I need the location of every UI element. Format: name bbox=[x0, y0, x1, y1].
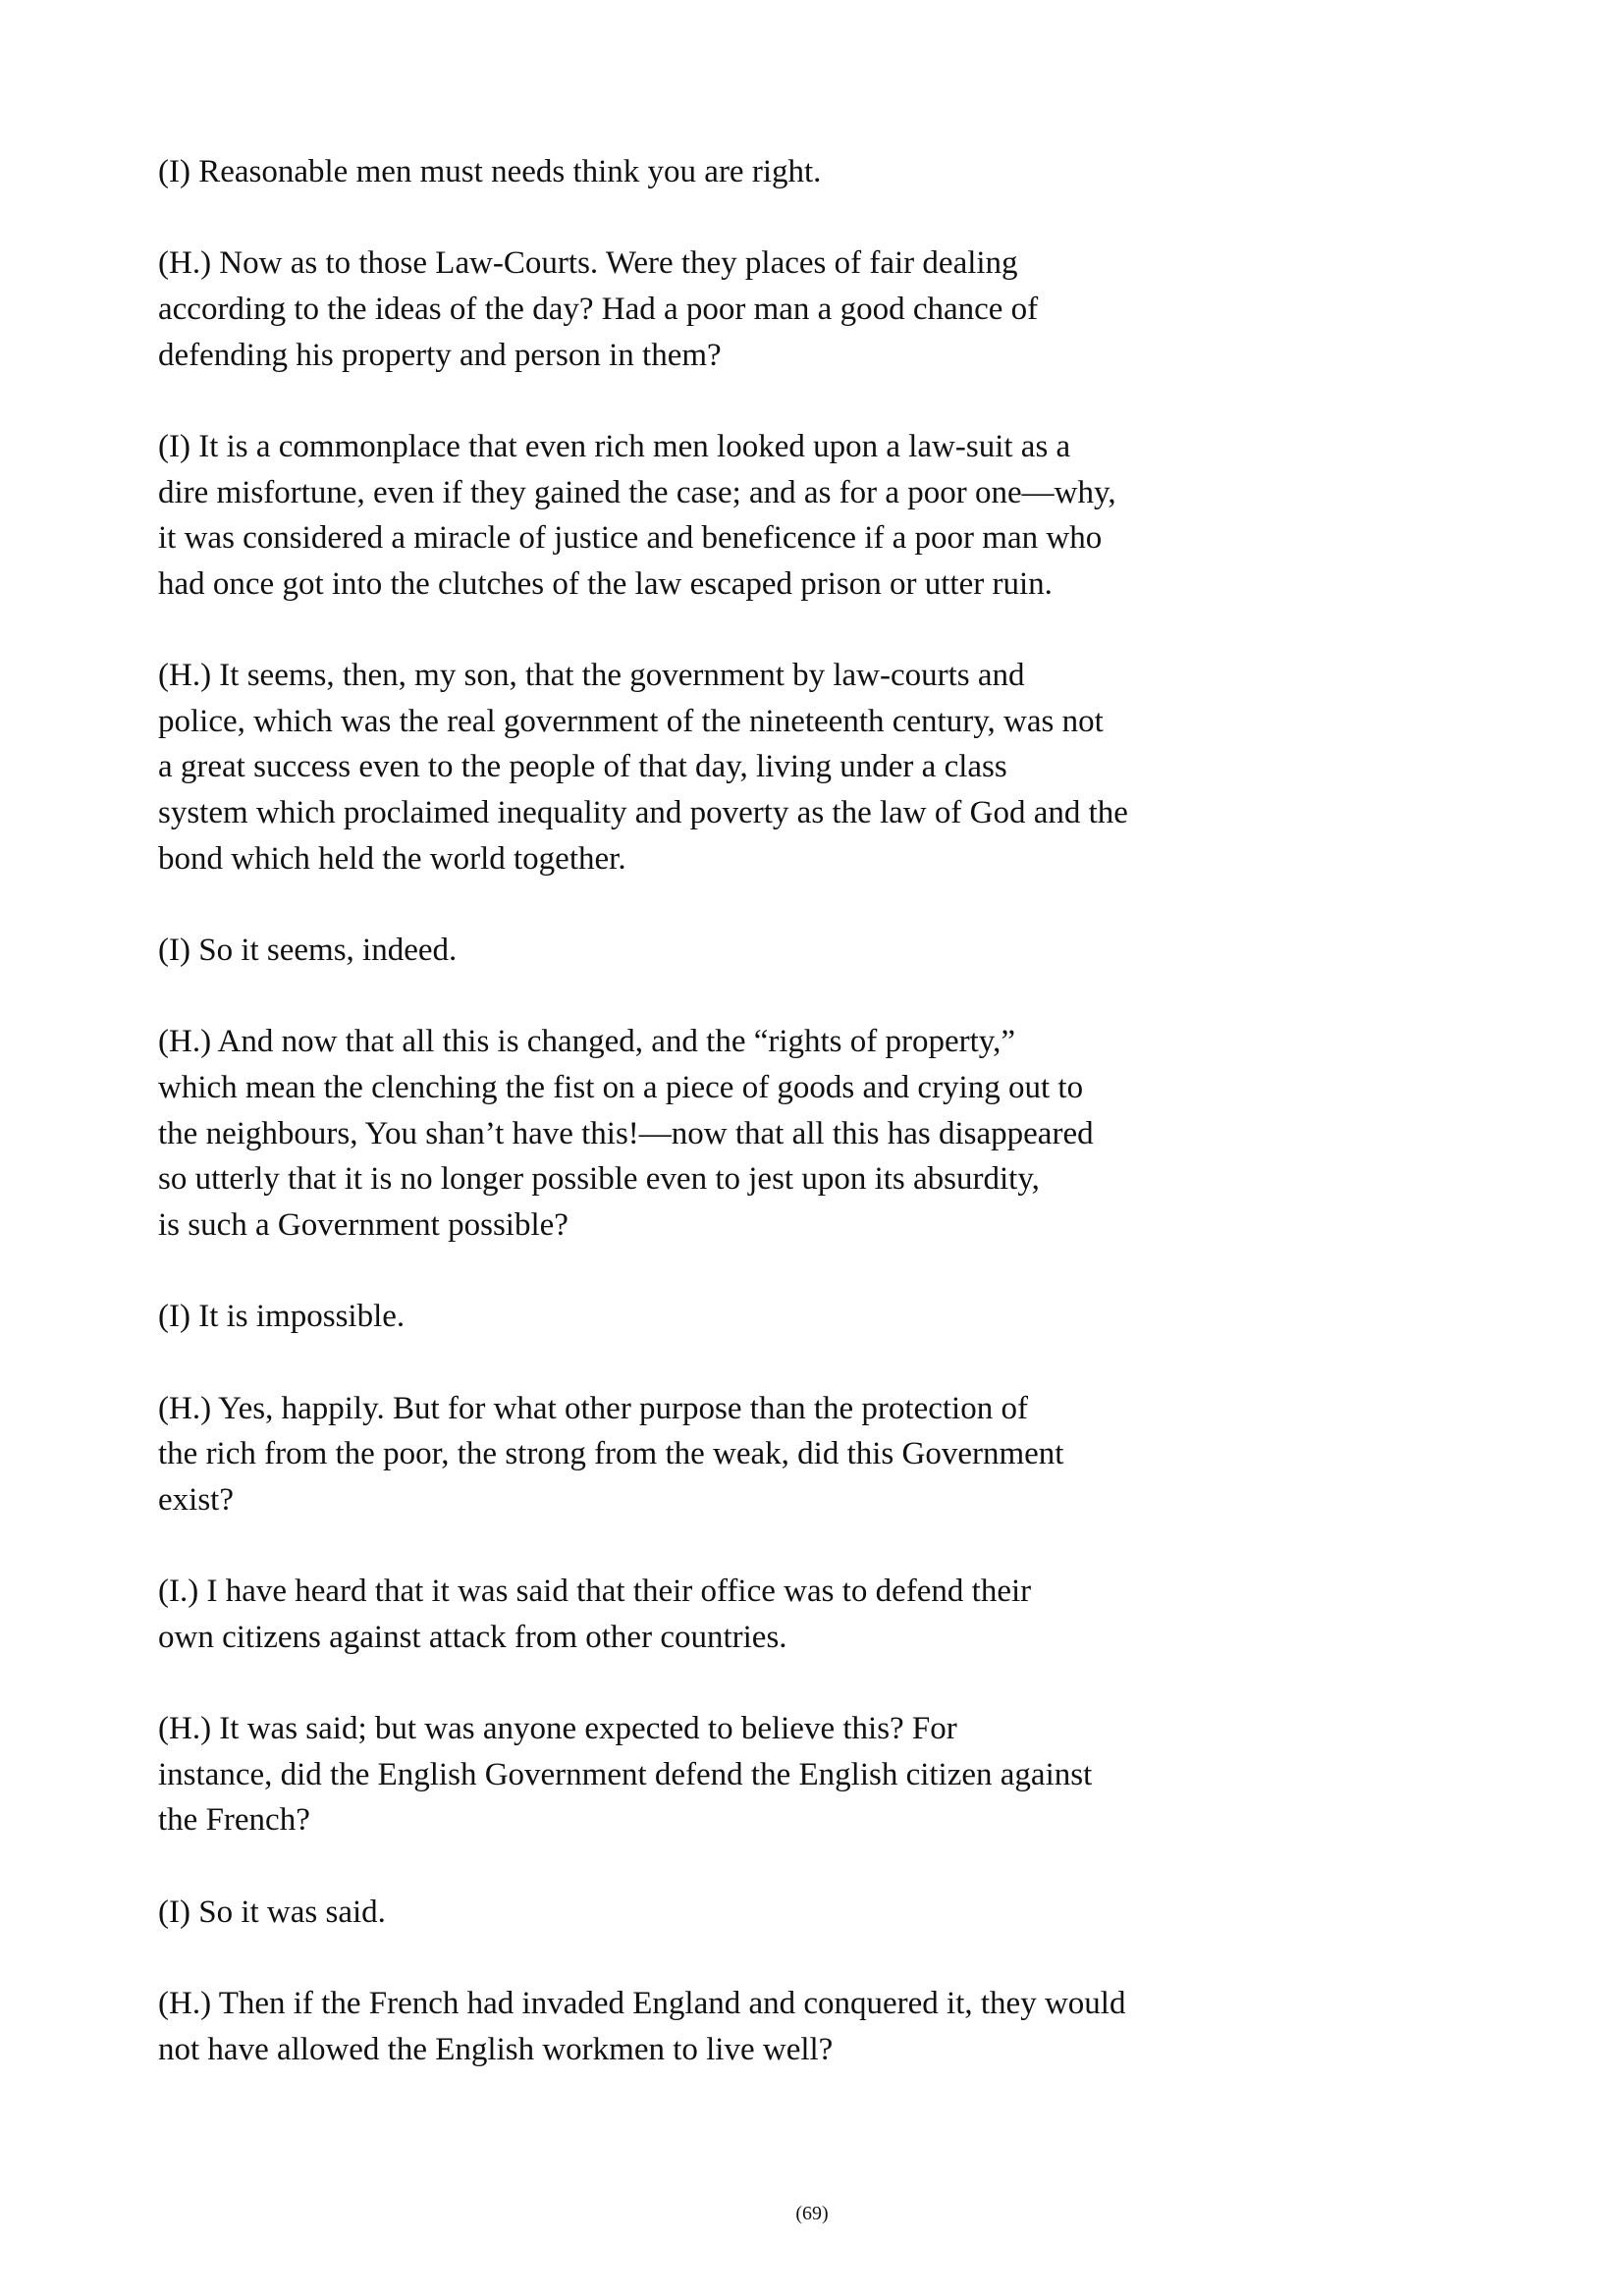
text-line: had once got into the clutches of the law escaped prison or utter ruin. bbox=[158, 565, 1053, 602]
dialogue-paragraph bbox=[158, 1706, 1435, 1843]
text-line: (H.) Then if the French had invaded England and conquered it, they would bbox=[158, 1986, 1126, 2022]
text-line: (I.) I have heard that it was said that their office was to defend their bbox=[158, 1574, 1032, 1610]
text-line: so utterly that it is no longer possible even to jest upon its absurdity, bbox=[158, 1161, 1040, 1198]
text-line: a great success even to the people of that day, living under a class bbox=[158, 749, 1007, 785]
text-line: (I) So it seems, indeed. bbox=[158, 933, 458, 969]
dialogue-paragraph bbox=[158, 653, 1435, 881]
text-line: own citizens against attack from other countries. bbox=[158, 1619, 787, 1655]
text-line: (H.) Yes, happily. But for what other purpose than the protection of bbox=[158, 1390, 1028, 1426]
page-number: (69) bbox=[795, 2203, 829, 2224]
text-line: which mean the clenching the fist on a piece of goods and crying out to bbox=[158, 1070, 1084, 1106]
dialogue-paragraph bbox=[158, 1019, 1435, 1248]
dialogue-paragraph bbox=[158, 424, 1435, 608]
dialogue-paragraph bbox=[158, 1386, 1435, 1523]
dialogue-paragraph bbox=[158, 149, 1435, 195]
text-line: (I) It is impossible. bbox=[158, 1299, 406, 1335]
text-line: (H.) It was said; but was anyone expected to believe this? For bbox=[158, 1711, 957, 1747]
text-line: (I) Reasonable men must needs think you are right. bbox=[158, 154, 822, 189]
text-line: (H.) And now that all this is changed, and the “rights of property,” bbox=[158, 1024, 1016, 1060]
dialogue-paragraph bbox=[158, 1294, 1435, 1340]
text-line: according to the ideas of the day? Had a poor man a good chance of bbox=[158, 291, 1039, 327]
text-line: (I) It is a commonplace that even rich men looked upon a law-suit as a bbox=[158, 428, 1071, 464]
text-line: the French? bbox=[158, 1802, 310, 1839]
body-text bbox=[158, 149, 1435, 2072]
text-line: the neighbours, You shan’t have this!—now that all this has disappeared bbox=[158, 1115, 1094, 1151]
text-line: the rich from the poor, the strong from the weak, did this Government bbox=[158, 1436, 1064, 1472]
dialogue-paragraph bbox=[158, 1981, 1435, 2072]
text-line: it was considered a miracle of justice and beneficence if a poor man who bbox=[158, 520, 1103, 557]
dialogue-paragraph bbox=[158, 240, 1435, 378]
text-line: police, which was the real government of the nineteenth century, was not bbox=[158, 703, 1104, 739]
dialogue-paragraph bbox=[158, 1569, 1435, 1660]
text-line: (H.) It seems, then, my son, that the government by law-courts and bbox=[158, 658, 1025, 694]
text-line: dire misfortune, even if they gained the case; and as for a poor one—why, bbox=[158, 474, 1116, 510]
text-line: bond which held the world together. bbox=[158, 840, 626, 877]
dialogue-paragraph bbox=[158, 1890, 1435, 1936]
text-line: system which proclaimed inequality and poverty as the law of God and the bbox=[158, 795, 1128, 831]
text-line: is such a Government possible? bbox=[158, 1207, 568, 1244]
dialogue-paragraph bbox=[158, 928, 1435, 974]
text-line: (H.) Now as to those Law-Courts. Were they places of fair dealing bbox=[158, 245, 1018, 282]
text-line: not have allowed the English workmen to live well? bbox=[158, 2031, 834, 2067]
text-line: defending his property and person in them? bbox=[158, 337, 722, 373]
text-line: instance, did the English Government defend the English citizen against bbox=[158, 1756, 1093, 1792]
text-line: exist? bbox=[158, 1481, 234, 1518]
text-line: (I) So it was said. bbox=[158, 1894, 386, 1930]
